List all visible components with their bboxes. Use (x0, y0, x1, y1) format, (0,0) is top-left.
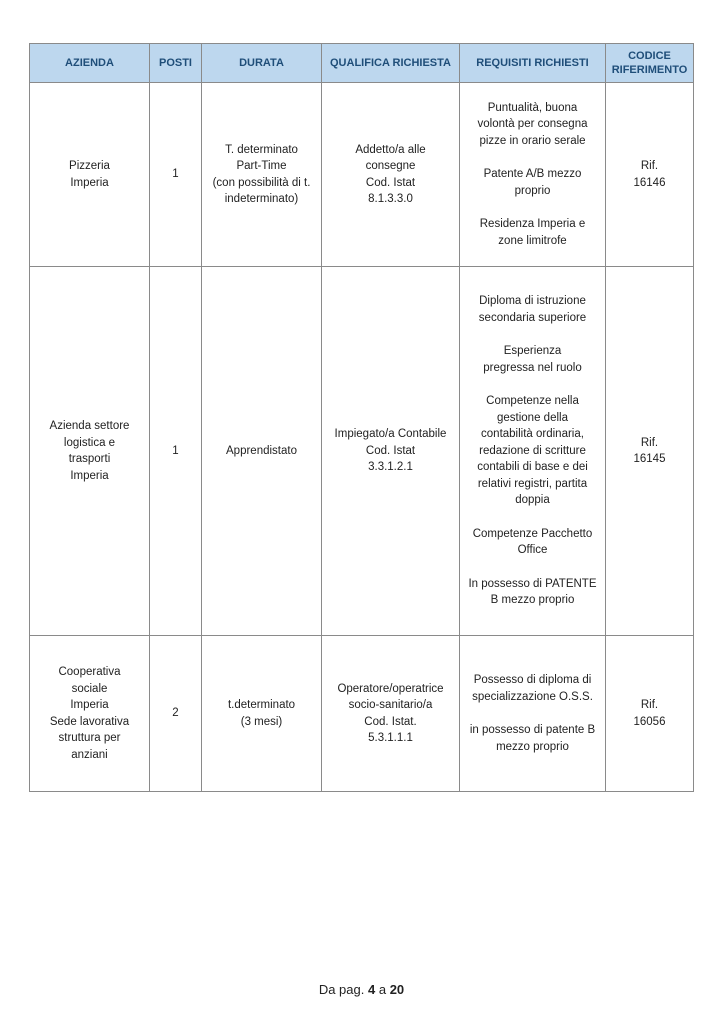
cell-line: 16146 (633, 176, 666, 189)
cell-line: Competenze Pacchetto (472, 527, 593, 540)
header-azienda: AZIENDA (30, 44, 150, 83)
cell-line: Patente A/B mezzo (483, 168, 582, 181)
cell-line: pizze in orario serale (479, 134, 586, 147)
cell-line: Rif. (640, 436, 659, 449)
cell-line: 16145 (633, 453, 666, 465)
paragraph-gap (463, 705, 602, 722)
cell-line: Rif. (640, 699, 659, 711)
cell-line: Cod. Istat. (364, 715, 417, 728)
cell-line: contabilità ordinaria, (481, 428, 584, 441)
cell-line: doppia (515, 494, 550, 507)
cell-riferimento (606, 83, 694, 267)
cell-qualifica (322, 636, 460, 792)
cell-line: volontà per consegna (477, 118, 588, 131)
cell-line: Cod. Istat (365, 176, 416, 189)
cell-durata (202, 83, 322, 267)
cell-line: specializzazione O.S.S. (472, 690, 593, 703)
header-codice-line2: RIFERIMENTO (611, 64, 688, 76)
cell-line: redazione di scritture (479, 444, 586, 457)
cell-line: consegne (365, 160, 416, 172)
cell-line: Cooperativa (58, 666, 121, 678)
cell-line: trasporti (68, 453, 111, 465)
cell-requisiti (460, 267, 606, 636)
cell-line: Pizzeria (69, 160, 110, 172)
cell-line: Imperia (70, 176, 109, 189)
cell-line: Possesso di diploma di (473, 674, 592, 686)
cell-durata (202, 636, 322, 792)
cell-azienda (30, 83, 150, 267)
cell-line: t.determinato (227, 699, 296, 711)
cell-line: mezzo proprio (496, 740, 569, 753)
cell-line: Addetto/a alle (355, 143, 426, 156)
cell-qualifica (322, 83, 460, 267)
header-qualifica: QUALIFICA RICHIESTA (322, 44, 460, 83)
cell-riferimento (606, 636, 694, 792)
cell-line: 5.3.1.1.1 (368, 732, 413, 744)
cell-line: relativi registri, partita (477, 477, 588, 490)
cell-azienda (30, 267, 150, 636)
cell-posti: 1 (150, 83, 202, 267)
cell-line: B mezzo proprio (490, 594, 575, 607)
paragraph-gap (463, 199, 602, 216)
cell-line: Part-Time (236, 160, 287, 172)
job-offers-table (29, 43, 694, 792)
paragraph-gap (463, 376, 602, 393)
cell-line: contabili di base e dei (477, 461, 588, 474)
cell-posti: 1 (150, 267, 202, 636)
cell-line: Diploma di istruzione (479, 295, 586, 308)
cell-line: Azienda settore (49, 420, 130, 432)
table-header-row (30, 44, 694, 83)
cell-line: zone limitrofe (498, 234, 567, 247)
cell-line: (3 mesi) (240, 715, 283, 728)
cell-line: Puntualità, buona (487, 101, 578, 114)
cell-posti: 2 (150, 636, 202, 792)
table-row (30, 267, 694, 636)
cell-durata (202, 267, 322, 636)
header-posti: POSTI (150, 44, 202, 83)
cell-line: 8.1.3.3.0 (368, 193, 413, 205)
cell-line: Imperia (70, 469, 109, 482)
cell-line: Rif. (640, 160, 659, 172)
paragraph-gap (463, 326, 602, 343)
cell-line: socio-sanitario/a (348, 699, 433, 711)
cell-line: 3.3.1.2.1 (368, 461, 413, 474)
table-row (30, 636, 694, 792)
paragraph-gap (463, 509, 602, 526)
page-footer (0, 982, 723, 997)
cell-line: Impiegato/a Contabile (334, 428, 447, 441)
cell-line: gestione della (497, 411, 568, 424)
cell-qualifica (322, 267, 460, 636)
header-requisiti: REQUISITI RICHIESTI (460, 44, 606, 83)
cell-line: T. determinato (225, 143, 298, 156)
cell-line: indeterminato) (224, 193, 299, 205)
footer-page-number: 4 (367, 982, 376, 997)
cell-line: Sede lavorativa (49, 715, 130, 728)
footer-prefix: Da pag. (318, 982, 365, 997)
cell-line: In possesso di PATENTE (468, 577, 597, 590)
cell-line: Operatore/operatrice (337, 682, 444, 695)
cell-line: 16056 (633, 715, 666, 728)
cell-line: Office (517, 544, 548, 557)
footer-middle: a (378, 982, 387, 997)
cell-line: Competenze nella (486, 395, 579, 408)
cell-line: (con possibilità di t. (212, 176, 311, 189)
cell-line: Apprendistato (226, 444, 297, 457)
cell-requisiti (460, 636, 606, 792)
cell-line: anziani (71, 748, 108, 761)
cell-line: Cod. Istat (365, 444, 416, 457)
cell-line: Imperia (70, 699, 109, 711)
cell-line: sociale (71, 682, 108, 695)
cell-line: proprio (514, 184, 551, 197)
cell-line: Esperienza (503, 345, 562, 358)
cell-line: secondaria superiore (478, 311, 587, 324)
table-row (30, 83, 694, 267)
cell-line: logistica e (63, 436, 116, 449)
cell-requisiti (460, 83, 606, 267)
header-codice-line1: CODICE (628, 50, 671, 62)
paragraph-gap (463, 559, 602, 576)
cell-line: pregressa nel ruolo (483, 361, 582, 374)
header-durata: DURATA (202, 44, 322, 83)
cell-line: struttura per (58, 732, 121, 744)
cell-azienda (30, 636, 150, 792)
cell-line: in possesso di patente B (469, 724, 596, 736)
footer-total-pages: 20 (389, 982, 405, 997)
cell-riferimento (606, 267, 694, 636)
paragraph-gap (463, 149, 602, 166)
header-codice (606, 44, 694, 83)
cell-line: Residenza Imperia e (479, 218, 586, 231)
